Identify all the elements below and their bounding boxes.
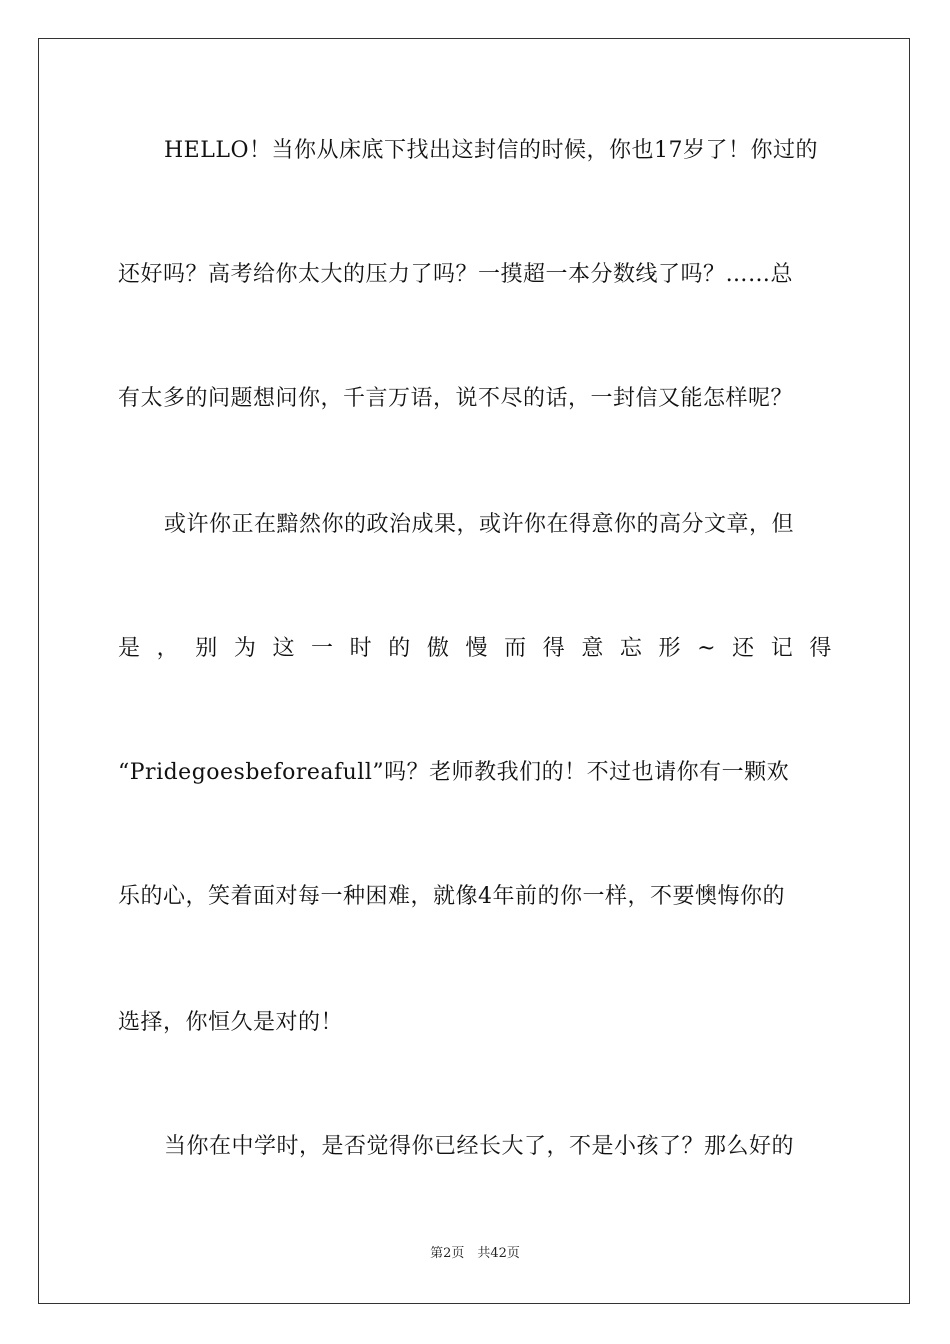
text-line-5-justified [118, 634, 832, 664]
justified-char: 这 [272, 636, 295, 661]
text-line-3: 有太多的问题想问你，千言万语，说不尽的话，一封信又能怎样呢？ [118, 386, 794, 411]
text-line-4: 或许你正在黯然你的政治成果，或许你在得意你的高分文章，但 [164, 512, 795, 537]
justified-char: 形 [658, 636, 682, 661]
text-line-2: 还好吗？高考给你太大的压力了吗？一摸超一本分数线了吗？……总 [118, 262, 794, 287]
justified-char: 而 [504, 636, 527, 661]
text-line-8: 选择，你恒久是对的！ [118, 1010, 344, 1035]
justified-char: 的 [388, 636, 411, 661]
justified-char: 为 [233, 636, 257, 661]
justified-char: 是 [118, 636, 141, 661]
text-line-9: 当你在中学时，是否觉得你已经长大了，不是小孩了？那么好的 [164, 1134, 795, 1159]
page-number-footer: 第2页 共42页 [430, 1246, 520, 1261]
justified-char: ~ [697, 636, 717, 661]
justified-char: 忘 [619, 636, 643, 661]
justified-char: 得 [542, 636, 566, 661]
justified-char: 时 [349, 636, 373, 661]
justified-char: 别 [195, 636, 218, 661]
page-border [38, 38, 910, 1304]
justified-char: 傲 [426, 636, 450, 661]
justified-char: 慢 [465, 636, 488, 661]
justified-char: 意 [581, 636, 604, 661]
text-line-7: 乐的心，笑着面对每一种困难，就像4年前的你一样，不要懊悔你的 [118, 884, 785, 909]
justified-char: 一 [311, 636, 334, 661]
justified-char: 记 [770, 636, 794, 661]
text-line-1: HELLO！当你从床底下找出这封信的时候，你也17岁了！你过的 [164, 138, 818, 163]
justified-char: 得 [809, 636, 832, 661]
text-line-6: “Pridegoesbeforeafull”吗？老师教我们的！不过也请你有一颗欢 [118, 760, 790, 785]
justified-char: 还 [732, 636, 755, 661]
justified-char: ， [156, 636, 180, 661]
